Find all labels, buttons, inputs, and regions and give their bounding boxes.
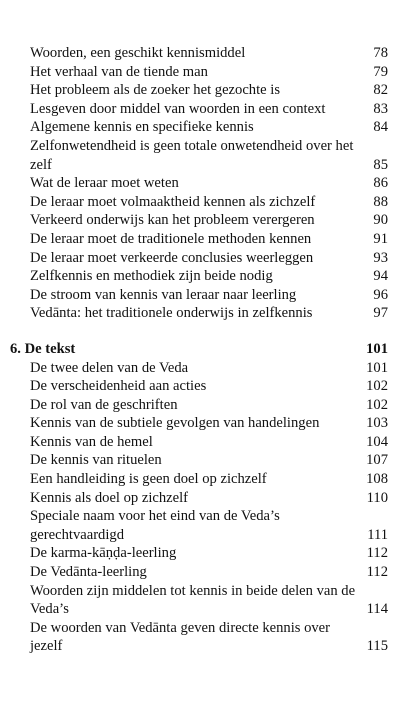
toc-entry[interactable] [30,174,388,193]
toc-entry[interactable] [30,193,388,212]
chapter-heading[interactable]: 6. De tekst 101 [10,340,388,357]
toc-entry[interactable] [30,470,388,489]
toc-entry-page: 111 [367,526,388,543]
toc-entry-title: Woorden, een geschikt kennismiddel [30,45,246,61]
toc-entry[interactable] [30,563,388,582]
toc-entry-page: 84 [373,119,388,136]
toc-entry-title: Het verhaal van de tiende man [30,63,208,80]
toc-entry-page: 112 [366,545,388,562]
toc-entry[interactable] [30,377,388,396]
toc-entry-page: 78 [373,45,388,61]
toc-entry-page: 115 [366,638,388,655]
toc-entry-page: 82 [373,82,388,99]
toc-entry[interactable] [30,81,388,100]
toc-entry-title: De woorden van Vedānta geven directe kennis over jezelf [30,619,331,655]
toc-entry[interactable] [30,396,388,415]
toc-entry-page: 112 [366,564,388,581]
toc-entry[interactable] [30,544,388,563]
toc-entry[interactable] [30,44,388,63]
toc-entry-page: 114 [366,601,388,618]
toc-entry-page: 85 [373,156,388,173]
toc-entry-page: 101 [366,359,388,376]
toc-entry-page: 96 [373,286,388,303]
toc-entry-title: Wat de leraar moet weten [30,175,179,192]
toc-entry[interactable] [30,137,388,174]
toc-entry[interactable] [30,118,388,137]
table-of-contents [10,44,388,656]
toc-entry-title: De leraar moet volmaaktheid kennen als zichzelf [30,193,316,210]
toc-entry-title: De karma-kāṇḍa-leerling [30,545,177,562]
toc-entry-page: 91 [373,230,388,247]
toc-entry-page: 110 [366,489,388,506]
toc-entry[interactable] [30,359,388,378]
toc-entry-page: 97 [373,305,388,322]
toc-entry-page: 83 [373,100,388,117]
toc-entry-title: De stroom van kennis van leraar naar leerling [30,286,297,303]
toc-entry-page: 94 [373,268,388,285]
toc-entry-page: 102 [366,378,388,395]
toc-entry[interactable] [30,249,388,268]
toc-entry[interactable] [30,507,388,544]
toc-entry-page: 93 [373,249,388,266]
toc-entry[interactable] [30,286,388,305]
toc-entry-title: De verscheidenheid aan acties [30,378,207,395]
toc-entry-page: 107 [366,452,388,469]
toc-entry[interactable] [30,211,388,230]
toc-entry[interactable] [30,489,388,508]
toc-entry-title: Woorden zijn middelen tot kennis in beide delen van de Veda’s [30,582,356,618]
toc-entry-page: 108 [366,471,388,488]
toc-entry-title: De kennis van rituelen [30,452,162,469]
toc-entry-page: 90 [373,212,388,229]
toc-entry-title: Zelfonwetendheid is geen totale onwetendheid over het zelf [30,137,354,173]
chapter-page: 101 [366,340,388,357]
toc-entry-title: Kennis van de subtiele gevolgen van handelingen [30,415,320,432]
toc-entry-page: 103 [366,415,388,432]
toc-entry-title: Kennis als doel op zichzelf [30,489,189,506]
toc-entry-title: Kennis van de hemel [30,433,153,450]
toc-entry-title: Een handleiding is geen doel op zichzelf [30,471,267,488]
toc-entry[interactable] [30,304,388,323]
toc-entry-title: De twee delen van de Veda [30,359,189,376]
toc-entry[interactable] [30,63,388,82]
toc-entry-page: 79 [373,63,388,80]
toc-entry-title: Verkeerd onderwijs kan het probleem verergeren [30,212,315,229]
toc-entry-title: Lesgeven door middel van woorden in een context [30,100,326,117]
toc-entry[interactable] [30,433,388,452]
toc-entry-page: 104 [366,433,388,450]
toc-entry-title: De Vedānta-leerling [30,564,147,581]
toc-entry-title: De leraar moet de traditionele methoden kennen [30,230,312,247]
toc-entry-title: Algemene kennis en specifieke kennis [30,119,254,136]
toc-entry-page: 86 [373,175,388,192]
toc-entry-title: Speciale naam voor het eind van de Veda’s gerechtvaardigd [30,508,280,543]
toc-entry-title: Vedānta: het traditionele onderwijs in zelfkennis [30,305,313,322]
toc-entry-title: Het probleem als de zoeker het gezochte is [30,82,281,99]
toc-entry-title: Zelfkennis en methodiek zijn beide nodig [30,268,273,285]
toc-entry[interactable] [30,619,388,656]
toc-entry[interactable] [30,451,388,470]
toc-entry-page: 102 [366,396,388,413]
toc-entry[interactable] [30,100,388,119]
toc-entry-title: De leraar moet verkeerde conclusies weerleggen [30,249,314,266]
toc-entry-title: De rol van de geschriften [30,396,178,413]
toc-entry[interactable] [30,414,388,433]
toc-entry[interactable] [30,230,388,249]
toc-entry[interactable] [30,582,388,619]
toc-entry-page: 88 [373,193,388,210]
toc-entry[interactable] [30,267,388,286]
